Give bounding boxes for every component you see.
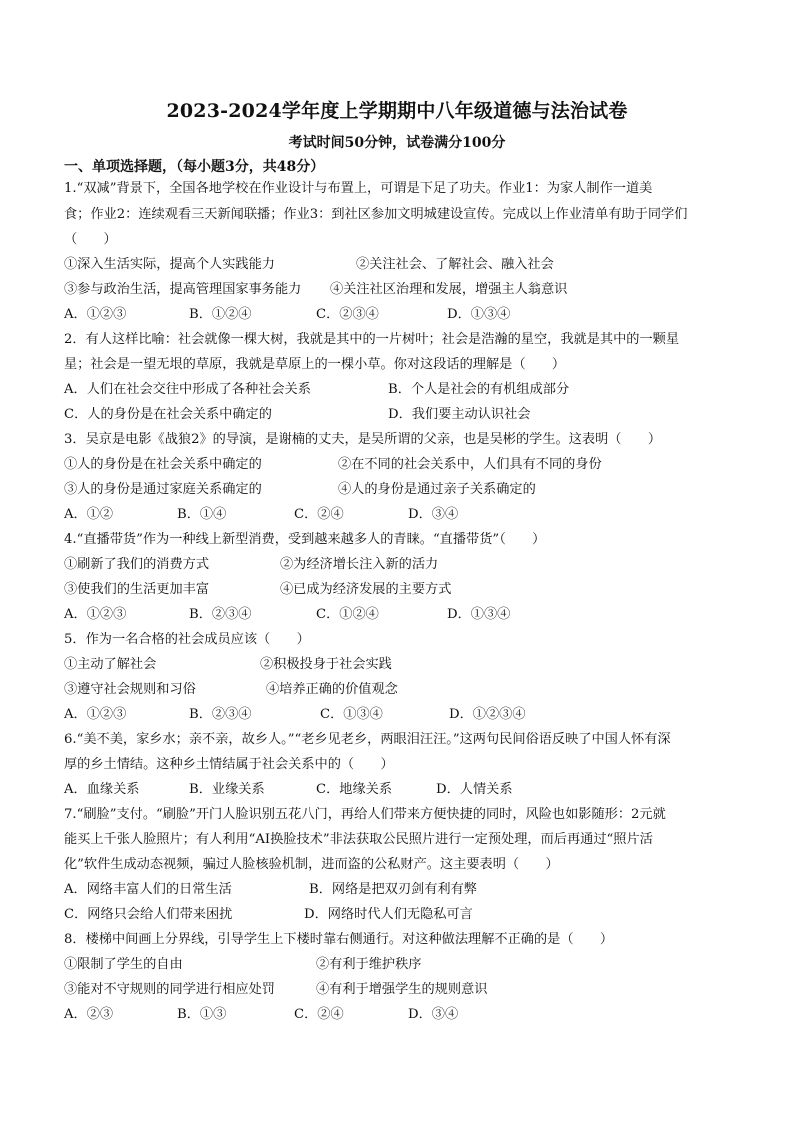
option-d[interactable]: D．网络时代人们无隐私可言 bbox=[304, 907, 473, 922]
statement: ①限制了学生的自由 bbox=[64, 957, 183, 972]
question-1-statements bbox=[64, 256, 734, 274]
option-b[interactable]: B．②③④ bbox=[189, 607, 252, 622]
question-2-options bbox=[64, 381, 734, 399]
statement: ④关注社区治理和发展，增强主人翁意识 bbox=[330, 282, 568, 297]
statement: ④已成为经济发展的主要方式 bbox=[280, 582, 452, 597]
option-a[interactable]: A．①②③ bbox=[64, 707, 127, 722]
question-7-stem: 能买上千张人脸照片；有人利用“AI换脸技术”非法获取公民照片进行一定预处理，而后再通过“照片活 bbox=[64, 832, 653, 847]
option-b[interactable]: B．①②④ bbox=[189, 307, 252, 322]
question-7-stem: 7.“刷脸”支付。“刷脸”开门人脸识别五花八门，再给人们带来方便快捷的同时，风险也如影随形：2元就 bbox=[64, 807, 666, 822]
statement: ①人的身份是在社会关系中确定的 bbox=[64, 457, 262, 472]
exam-subtitle: 考试时间50分钟，试卷满分100分 bbox=[288, 135, 506, 151]
option-d[interactable]: D．我们要主动认识社会 bbox=[388, 407, 531, 422]
statement: ①深入生活实际，提高个人实践能力 bbox=[64, 257, 275, 272]
question-1-stem: 食；作业2：连续观看三天新闻联播；作业3：到社区参加文明城建设宣传。完成以上作业清单有助于同学们 bbox=[64, 207, 688, 222]
option-d[interactable]: D．①②③④ bbox=[449, 707, 526, 722]
question-2-options bbox=[64, 406, 734, 424]
option-c[interactable]: C．地缘关系 bbox=[316, 782, 393, 797]
question-6-options bbox=[64, 781, 734, 799]
option-b[interactable]: B．个人是社会的有机组成部分 bbox=[388, 382, 570, 397]
statement: ③人的身份是通过家庭关系确定的 bbox=[64, 482, 262, 497]
statement: ④人的身份是通过亲子关系确定的 bbox=[338, 482, 536, 497]
question-5-statements bbox=[64, 681, 734, 699]
question-1-options bbox=[64, 306, 734, 324]
statement: ②关注社会、了解社会、融入社会 bbox=[356, 257, 554, 272]
question-7-stem: 化”软件生成动态视频，骗过人脸核验机制，进而盗的公私财产。这主要表明（ ） bbox=[64, 857, 559, 872]
question-5-options bbox=[64, 706, 734, 724]
statement: ②有利于维护秩序 bbox=[316, 957, 422, 972]
question-4-statements bbox=[64, 581, 734, 599]
option-d[interactable]: D．①③④ bbox=[447, 307, 511, 322]
option-b[interactable]: B．网络是把双刃剑有利有弊 bbox=[309, 882, 477, 897]
option-b[interactable]: B．业缘关系 bbox=[189, 782, 265, 797]
option-c[interactable]: C．①③④ bbox=[320, 707, 383, 722]
statement: ③能对不守规则的同学进行相应处罚 bbox=[64, 982, 275, 997]
option-c[interactable]: C．②④ bbox=[294, 507, 344, 522]
option-d[interactable]: D．③④ bbox=[408, 507, 459, 522]
question-4-statements bbox=[64, 556, 734, 574]
statement: ③遵守社会规则和习俗 bbox=[64, 682, 196, 697]
option-b[interactable]: B．②③④ bbox=[189, 707, 252, 722]
statement: ③使我们的生活更加丰富 bbox=[64, 582, 210, 597]
question-7-options bbox=[64, 906, 734, 924]
statement: ③参与政治生活，提高管理国家事务能力 bbox=[64, 282, 302, 297]
option-c[interactable]: C．②④ bbox=[294, 1007, 344, 1022]
statement: ④有利于增强学生的规则意识 bbox=[316, 982, 488, 997]
statement: ②为经济增长注入新的活力 bbox=[280, 557, 439, 572]
question-8-statements bbox=[64, 981, 734, 999]
question-5-statements bbox=[64, 656, 734, 674]
question-1-statements bbox=[64, 281, 734, 299]
question-6-stem: 6.“美不美，家乡水；亲不亲，故乡人。”“老乡见老乡，两眼泪汪汪。”这两句民间俗语反映了中国人怀有深 bbox=[64, 732, 671, 747]
option-c[interactable]: C．①②④ bbox=[316, 607, 379, 622]
question-8-statements bbox=[64, 956, 734, 974]
option-a[interactable]: A．①② bbox=[64, 507, 114, 522]
question-5-stem: 5．作为一名合格的社会成员应该（ ） bbox=[64, 632, 310, 647]
option-d[interactable]: D．人情关系 bbox=[436, 782, 513, 797]
question-1-stem: 1.“双减”背景下，全国各地学校在作业设计与布置上，可谓是下足了功夫。作业1：为家人制作一道美 bbox=[64, 181, 653, 196]
option-a[interactable]: A．①②③ bbox=[64, 607, 127, 622]
option-a[interactable]: A．人们在社会交往中形成了各种社会关系 bbox=[64, 382, 311, 397]
question-3-statements bbox=[64, 481, 734, 499]
statement: ①主动了解社会 bbox=[64, 657, 157, 672]
question-8-options bbox=[64, 1006, 734, 1024]
question-8-stem: 8．楼梯中间画上分界线，引导学生上下楼时靠右侧通行。对这种做法理解不正确的是（ ） bbox=[64, 932, 614, 947]
question-3-options bbox=[64, 506, 734, 524]
question-3-statements bbox=[64, 456, 734, 474]
question-6-stem: 厚的乡土情结。这种乡土情结属于社会关系中的（ ） bbox=[64, 757, 394, 772]
option-c[interactable]: C．②③④ bbox=[316, 307, 379, 322]
option-a[interactable]: A．①②③ bbox=[64, 307, 127, 322]
statement: ④培养正确的价值观念 bbox=[266, 682, 398, 697]
option-a[interactable]: A．②③ bbox=[64, 1007, 114, 1022]
option-b[interactable]: B．①④ bbox=[177, 507, 227, 522]
option-a[interactable]: A．网络丰富人们的日常生活 bbox=[64, 882, 232, 897]
option-b[interactable]: B．①③ bbox=[177, 1007, 227, 1022]
section-heading: 一、单项选择题，（每小题3分，共48分） bbox=[64, 159, 325, 175]
option-c[interactable]: C．网络只会给人们带来困扰 bbox=[64, 907, 233, 922]
question-1-stem: （ ） bbox=[64, 232, 117, 247]
question-2-stem: 星；社会是一望无垠的草原，我就是草原上的一棵小草。你对这段话的理解是（ ） bbox=[64, 357, 566, 372]
statement: ①刷新了我们的消费方式 bbox=[64, 557, 210, 572]
statement: ②在不同的社会关系中，人们具有不同的身份 bbox=[338, 457, 602, 472]
option-c[interactable]: C．人的身份是在社会关系中确定的 bbox=[64, 407, 272, 422]
statement: ②积极投身于社会实践 bbox=[260, 657, 392, 672]
question-2-stem: 2．有人这样比喻：社会就像一棵大树，我就是其中的一片树叶；社会是浩瀚的星空，我就是其中的一颗星 bbox=[64, 332, 680, 347]
question-4-options bbox=[64, 606, 734, 624]
question-4-stem: 4.“直播带货”作为一种线上新型消费，受到越来越多人的青睐。“直播带货”（ ） bbox=[64, 532, 546, 547]
exam-title: 2023-2024学年度上学期期中八年级道德与法治试卷 bbox=[166, 100, 628, 122]
option-d[interactable]: D．③④ bbox=[408, 1007, 459, 1022]
option-a[interactable]: A．血缘关系 bbox=[64, 782, 140, 797]
question-3-stem: 3．吴京是电影《战狼2》的导演，是谢楠的丈夫，是吴所谓的父亲，也是吴彬的学生。这表明（ ） bbox=[64, 432, 662, 447]
question-7-options bbox=[64, 881, 734, 899]
option-d[interactable]: D．①③④ bbox=[447, 607, 511, 622]
